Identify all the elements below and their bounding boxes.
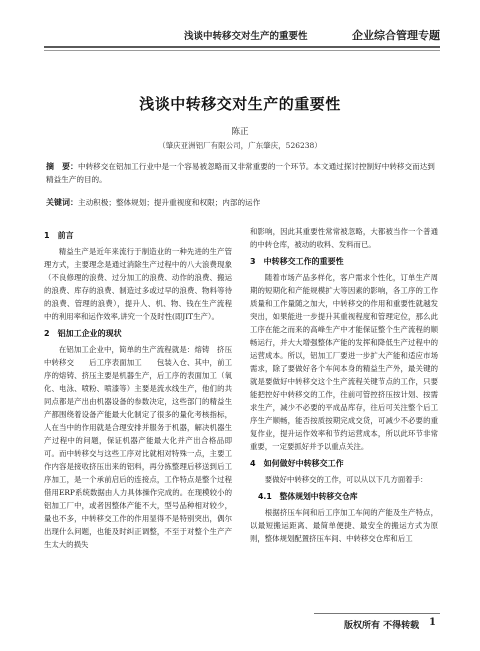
paragraph: 随着市场产品多样化，客户需求个性化，订单生产周期的短期化和产能规模扩大等因素的影响，各工序的工作质量和工作量随之加大，中转移交的作用和重要性就越发突出，如果能进一步提升其重视程度和管理定位，那么此工序在能之而来的高峰生产中才能保证整个生产流程的顺畅运行，并大大增强整体产能的发挥和降低生产过程中的运营成本。所以，铝加工厂要进一步扩大产能和适应市场需求，除了要做好各个车间本身的精益生产外，最关键的就是要做好中转移交这个生产流程关键节点的工作，只要能把控好中转移交的工作，往前可管控挤压按计划、按需求生产，减少不必要的平成品库存，往后可关注整个后工序生产顺畅，能否按质按期完成交货，可减少不必要的重复作业，提升运作效率和节约运营成本，所以此环节非常重要，一定要抓好并予以重点关注。: [250, 273, 438, 451]
footer-rule: [314, 613, 440, 614]
article-title: 浅谈中转移交对生产的重要性: [139, 95, 341, 113]
abstract: [46, 160, 440, 186]
paragraph-continued: 和影响，因此其重要性常常被忽略，大都被当作一个普通的中转仓库，被动的收料、发料而已。: [250, 227, 438, 249]
running-title: 浅谈中转移交对生产的重要性: [184, 31, 308, 42]
keywords: [46, 196, 440, 209]
article-affiliation: （肇庆亚洲铝厂有限公司，广东肇庆，526238）: [158, 141, 322, 150]
subsection-heading-4-1: 4.1 整体规划中转移交仓库: [258, 492, 358, 501]
paragraph: 精益生产是近年来流行于制造业的一种先进的生产管理方式，主要理念是通过消除生产过程中的八大浪费现象（不良修理的浪费、过分加工的浪费、动作的浪费、搬运的浪费、库存的浪费、制造过多或过早的浪费、物料等待的浪费、管理的浪费），提升人、机、物、钱在生产流程中的利用率和运作效率,讲究一个及时性(即JIT生产）。: [44, 247, 232, 321]
abstract-text: 中转移交在铝加工行业中是一个容易被忽略而又非常重要的一个环节。本文通过探讨控制好中转移交而达到精益生产的目的。: [46, 162, 435, 184]
section-heading-1: 1 前言: [44, 231, 74, 240]
page-header: [44, 24, 440, 46]
left-column: [44, 225, 247, 555]
paragraph: 在铝加工企业中，简单的生产流程就是：熔铸 挤压 中转移交 后工序表面加工 包装入仓、其中，前工序的熔铸、挤压主要是机器生产，后工序的表面加工（氧化、电泳、喷粉、喷漆等）主要是流水线生产，他们的共同点都是产出由机器设备的参数决定，这些部门的精益生产都围绕着设备产能最大化制定了很多的量化考核指标，人在当中的作用就是合理安排并服务于机器，解决机器生产过程中的问题，保证机器产能最大化并产出合格品即可。而中转移交与这些工序对比就相对特殊一点，主要工作内容是接收挤压出来的铝料，再分拣整理后移送到后工序加工，是一个承前启后的连接点，工作特点是整个过程借用ERP系统数据由人力具体操作完成的。在现模较小的铝加工厂中，或者因整体产能不大，型号品种相对较少，量也不多，中转移交工作的作用显得不是特别突出，偶尔出现什么问题，也能及时纠正调整，不至于对整个生产产生太大的损失: [44, 345, 247, 549]
copyright-notice: 版权所有 不得转载: [344, 621, 420, 631]
article-author: 陈正: [231, 127, 249, 137]
keywords-label: 关键词：: [46, 198, 78, 207]
paragraph: 根据挤压车间和后工序加工车间的产能及生产特点，以最短搬运距离、最简单便捷、最安全的搬运方式为原则，整体规划配置挤压车间、中转移交仓库和后工: [250, 508, 438, 543]
keywords-text: 主动积极；整体规划；提升重视度和权限；内部的运作: [78, 198, 261, 207]
section-heading-2: 2 铝加工企业的现状: [44, 329, 122, 338]
right-column: [250, 225, 438, 549]
section-title: 企业综合管理专题: [352, 29, 440, 42]
section-heading-4: 4 如何做好中转移交工作: [250, 459, 344, 468]
abstract-label: 摘 要：: [46, 162, 78, 171]
section-heading-3: 3 中转移交工作的重要性: [250, 257, 344, 266]
header-rule: [44, 46, 440, 48]
paragraph: 要做好中转移交的工作，可以从以下几方面着手：: [264, 475, 428, 484]
header-rule-thin: [44, 50, 440, 51]
page-number: 1: [429, 617, 436, 628]
page-footer: [44, 613, 440, 633]
